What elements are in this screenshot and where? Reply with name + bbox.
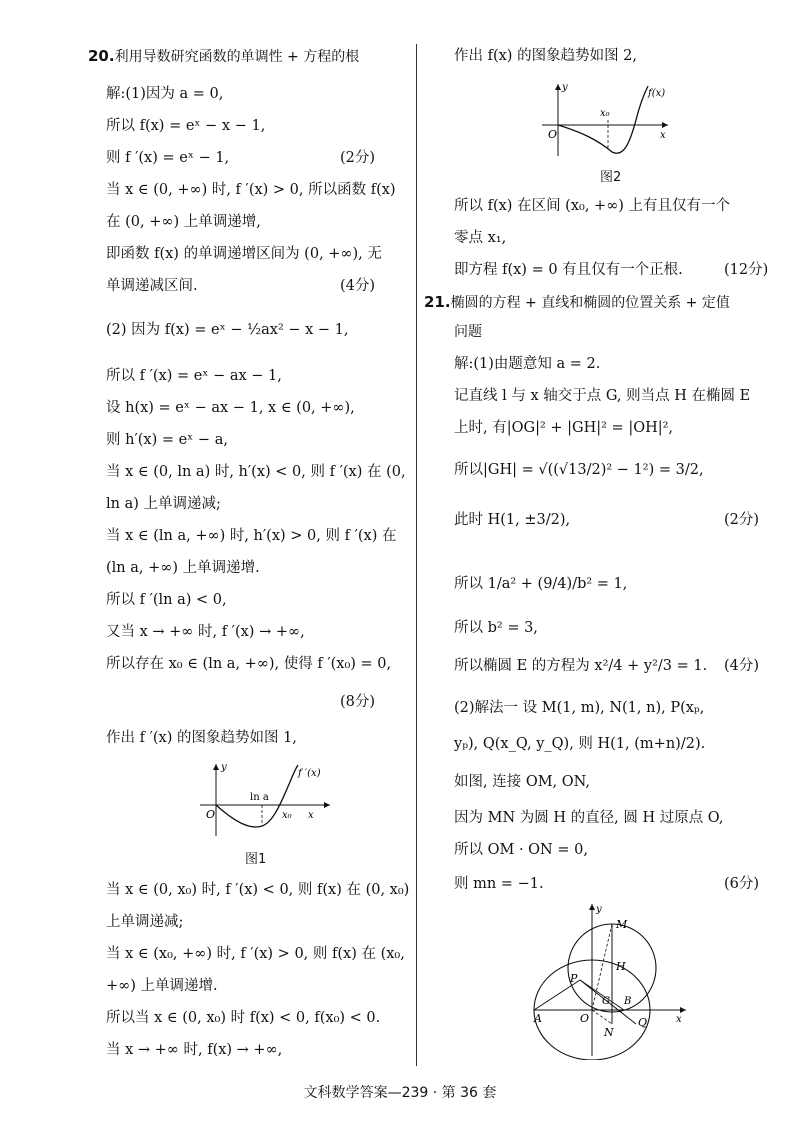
q20-line: 当 x ∈ (0, +∞) 时, f ′(x) > 0, 所以函数 f(x) xyxy=(106,182,396,198)
q20-line: ln a) 上单调递减; xyxy=(106,496,221,512)
q20-line: 则 h′(x) = eˣ − a, xyxy=(106,432,228,448)
fig1-x-label: x xyxy=(308,810,314,821)
figure-1 xyxy=(190,760,340,840)
q20-line: 所以 f ′(x) = eˣ − ax − 1, xyxy=(106,368,282,384)
q21-line: 所以椭圆 E 的方程为 x²/4 + y²/3 = 1. xyxy=(454,658,708,674)
q20-line: (ln a, +∞) 上单调递增. xyxy=(106,560,260,576)
fig3-g-label: G xyxy=(602,996,610,1007)
score-label: (2分) xyxy=(340,150,376,166)
q20-number: 20. xyxy=(88,47,115,65)
score-label: (6分) xyxy=(724,876,760,892)
fig1-ln-a-label: ln a xyxy=(250,792,269,803)
fig3-o-label: O xyxy=(580,1012,590,1025)
fig3-h-label: H xyxy=(616,960,626,973)
figure-2-caption: 图2 xyxy=(600,170,622,185)
q20-right-line: 即方程 f(x) = 0 有且仅有一个正根. xyxy=(454,262,683,278)
y-axis-arrow xyxy=(555,84,561,90)
q20-line: +∞) 上单调递增. xyxy=(106,978,218,994)
fig1-curve-label: f ′(x) xyxy=(298,768,321,779)
figure-1-caption: 图1 xyxy=(245,852,267,867)
q21-line: 上时, 有|OG|² + |GH|² = |OH|², xyxy=(454,420,674,436)
fig3-b-label: B xyxy=(624,996,632,1007)
q20-line: 又当 x → +∞ 时, f ′(x) → +∞, xyxy=(106,624,305,640)
fig2-y-label: y xyxy=(562,82,568,93)
q20-line: 当 x → +∞ 时, f(x) → +∞, xyxy=(106,1042,283,1058)
q21-line: 则 mn = −1. xyxy=(454,876,544,892)
fig2-curve-label: f(x) xyxy=(648,88,666,99)
fig3-x-label: x xyxy=(676,1014,682,1025)
q21-line: 因为 MN 为圆 H 的直径, 圆 H 过原点 O, xyxy=(454,810,724,826)
q20-line: 当 x ∈ (0, ln a) 时, h′(x) < 0, 则 f ′(x) 在 (0, xyxy=(106,464,406,480)
x-axis-arrow xyxy=(662,122,668,128)
q20-line: 当 x ∈ (x₀, +∞) 时, f ′(x) > 0, 则 f(x) 在 (x₀, xyxy=(106,946,405,962)
q20-line: 解:(1)因为 a = 0, xyxy=(106,86,224,102)
q21-line: 所以|GH| = √((√13/2)² − 1²) = 3/2, xyxy=(454,462,704,478)
score-label: (8分) xyxy=(340,694,376,710)
y-axis-arrow xyxy=(213,764,219,770)
q21-line: 记直线 l 与 x 轴交于点 G, 则当点 H 在椭圆 E xyxy=(454,388,751,404)
fig3-n-label: N xyxy=(604,1026,614,1039)
fig3-p-label: P xyxy=(570,972,578,985)
q20-line: 设 h(x) = eˣ − ax − 1, x ∈ (0, +∞), xyxy=(106,400,355,416)
f-curve xyxy=(558,86,648,153)
q20-line: 作出 f ′(x) 的图象趋势如图 1, xyxy=(106,730,297,746)
q20-line: 当 x ∈ (ln a, +∞) 时, h′(x) > 0, 则 f ′(x) 在 xyxy=(106,528,397,544)
q21-heading xyxy=(424,292,730,313)
q20-line: 所以当 x ∈ (0, x₀) 时 f(x) < 0, f(x₀) < 0. xyxy=(106,1010,381,1026)
fig3-y-label: y xyxy=(596,904,602,915)
q20-line: 当 x ∈ (0, x₀) 时, f ′(x) < 0, 则 f(x) 在 (0, x₀) xyxy=(106,882,410,898)
q20-line: 即函数 f(x) 的单调递增区间为 (0, +∞), 无 xyxy=(106,246,382,262)
column-divider xyxy=(416,44,417,1066)
q21-number: 21. xyxy=(424,293,451,311)
score-label: (2分) xyxy=(724,512,760,528)
q20-line: 上单调递减; xyxy=(106,914,184,930)
q21-line: yₚ), Q(x_Q, y_Q), 则 H(1, (m+n)/2). xyxy=(454,736,706,752)
q20-right-line: 作出 f(x) 的图象趋势如图 2, xyxy=(454,48,638,64)
fig1-x0-label: x₀ xyxy=(282,810,292,821)
q20-line: (2) 因为 f(x) = eˣ − ½ax² − x − 1, xyxy=(106,322,349,338)
fig1-origin-label: O xyxy=(206,808,216,821)
q20-heading xyxy=(88,46,359,67)
q21-line: 所以 OM · ON = 0, xyxy=(454,842,588,858)
fig2-origin-label: O xyxy=(548,128,558,141)
q21-line: 所以 b² = 3, xyxy=(454,620,538,636)
x-axis-arrow xyxy=(324,802,330,808)
q20-line: 在 (0, +∞) 上单调递增, xyxy=(106,214,261,230)
q21-topic-cont: 问题 xyxy=(454,324,482,340)
q21-line: 如图, 连接 OM, ON, xyxy=(454,774,591,790)
q21-line: (2)解法一 设 M(1, m), N(1, n), P(xₚ, xyxy=(454,700,705,716)
q21-line: 解:(1)由题意知 a = 2. xyxy=(454,356,601,372)
fig2-x0-label: x₀ xyxy=(600,108,610,119)
q20-line: 所以 f(x) = eˣ − x − 1, xyxy=(106,118,266,134)
fig1-y-label: y xyxy=(221,762,227,773)
q20-topic: 利用导数研究函数的单调性 + 方程的根 xyxy=(114,49,360,65)
q20-right-line: 所以 f(x) 在区间 (x₀, +∞) 上有且仅有一个 xyxy=(454,198,731,214)
y-axis-arrow xyxy=(589,904,595,910)
page-footer: 文科数学答案—239 · 第 36 套 xyxy=(303,1085,497,1101)
q20-line: 所以 f ′(ln a) < 0, xyxy=(106,592,227,608)
score-label: (4分) xyxy=(340,278,376,294)
x-axis-arrow xyxy=(680,1007,686,1013)
q20-line: 单调递减区间. xyxy=(106,278,198,294)
q21-line: 所以 1/a² + (9/4)/b² = 1, xyxy=(454,576,628,592)
q20-line: 所以存在 x₀ ∈ (ln a, +∞), 使得 f ′(x₀) = 0, xyxy=(106,656,392,672)
fig3-m-label: M xyxy=(616,918,628,931)
q20-right-line: 零点 x₁, xyxy=(454,230,507,246)
fig3-q-label: Q xyxy=(638,1016,648,1029)
q20-line: 则 f ′(x) = eˣ − 1, xyxy=(106,150,230,166)
score-label: (12分) xyxy=(724,262,769,278)
figure-2 xyxy=(536,80,676,160)
score-label: (4分) xyxy=(724,658,760,674)
fig2-x-label: x xyxy=(660,130,666,141)
q21-topic: 椭圆的方程 + 直线和椭圆的位置关系 + 定值 xyxy=(450,295,730,311)
q21-line: 此时 H(1, ±3/2), xyxy=(454,512,571,528)
fig3-a-label: A xyxy=(534,1012,542,1025)
figure-3 xyxy=(532,900,692,1060)
